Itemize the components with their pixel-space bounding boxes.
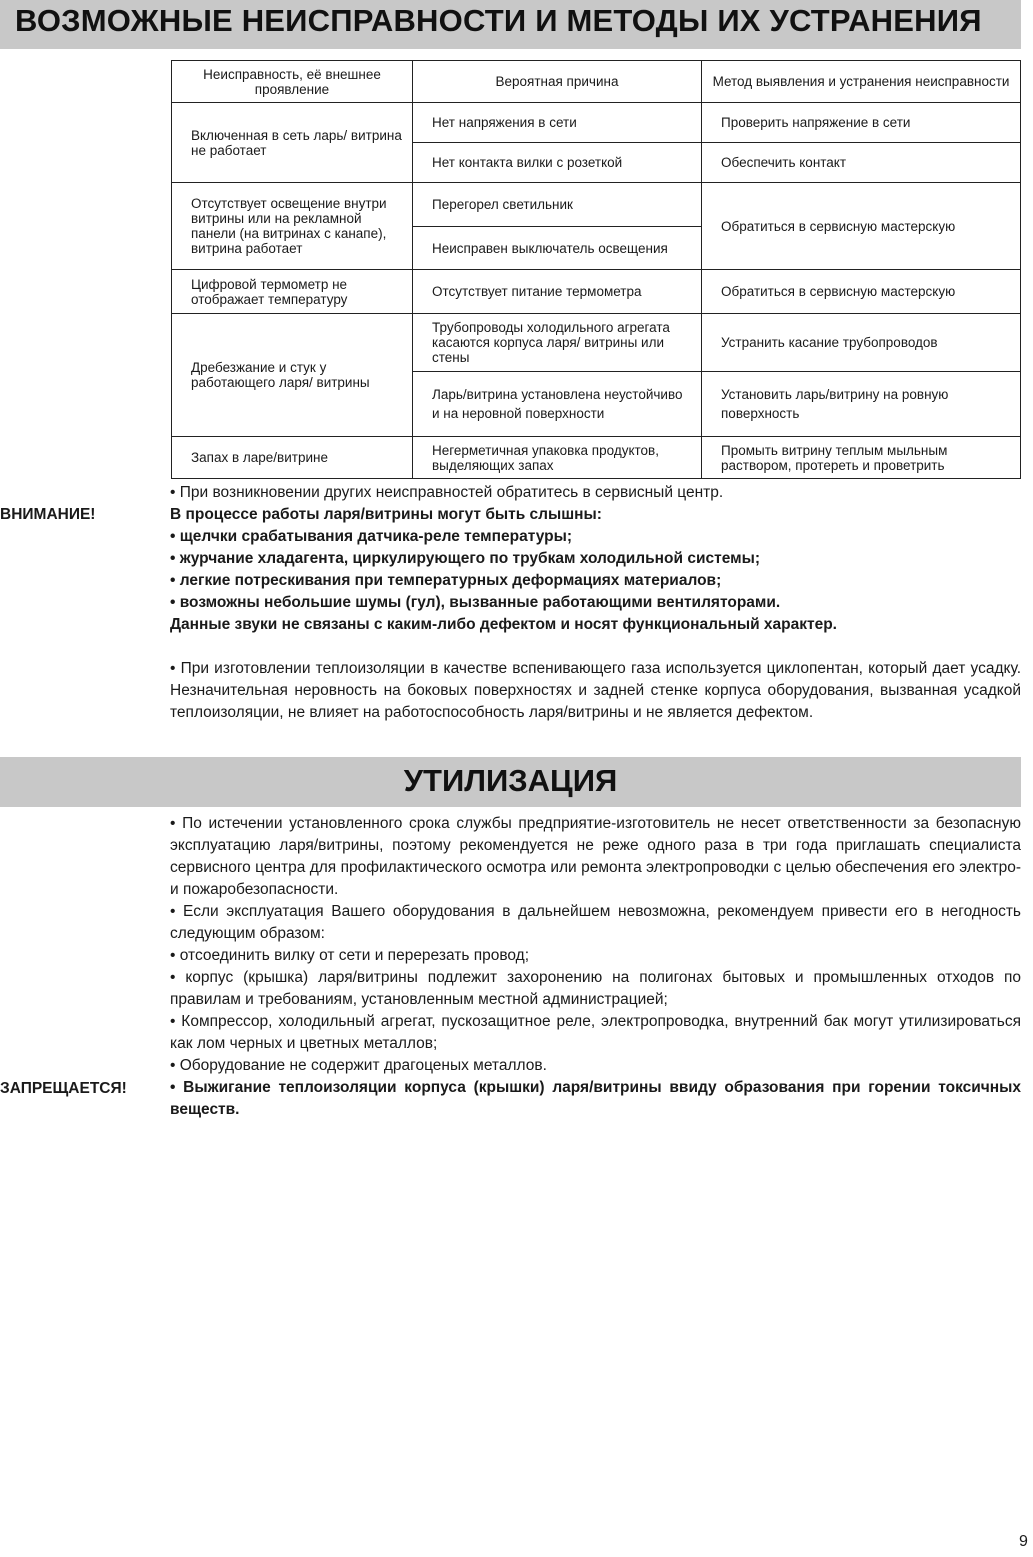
cause-cell: Ларь/витрина установлена неустойчиво и на неровной поверхности bbox=[413, 372, 702, 437]
disposal-paragraph: • Если эксплуатация Вашего оборудования в дальнейшем невозможна, рекомендуем привести его в негодность следующим образом: bbox=[170, 903, 1021, 942]
cause-cell: Перегорел светильник bbox=[413, 183, 702, 227]
table-header-row bbox=[172, 61, 1021, 103]
header-fault: Неисправность, её внешнее проявление bbox=[172, 61, 413, 103]
section-title-bar bbox=[0, 757, 1021, 807]
cause-cell: Нет контакта вилки с розеткой bbox=[413, 143, 702, 183]
cause-cell: Трубопроводы холодильного агрегата касаются корпуса ларя/ витрины или стены bbox=[413, 314, 702, 372]
header-cause: Вероятная причина bbox=[413, 61, 702, 103]
disposal-paragraph: • Компрессор, холодильный агрегат, пускозащитное реле, электропроводка, внутренний бак могут утилизироваться как лом черных и цветных металлов; bbox=[170, 1013, 1021, 1052]
attention-line: • возможны небольшие шумы (гул), вызванные работающими вентиляторами. bbox=[170, 594, 781, 611]
fault-cell: Цифровой термометр не отображает температуру bbox=[172, 270, 413, 314]
method-cell: Устранить касание трубопроводов bbox=[702, 314, 1021, 372]
method-cell: Промыть витрину теплым мыльным раствором, протереть и проветрить bbox=[702, 437, 1021, 479]
attention-line: • щелчки срабатывания датчика-реле температуры; bbox=[170, 528, 572, 545]
section-title-bar bbox=[0, 0, 1021, 49]
insulation-note: • При изготовлении теплоизоляции в качестве вспенивающего газа используется циклопентан, который дает усадку. Незначительная неровность на боковых поверхностях и задней стенке корпуса оборудования, вызванная усадкой теплоизоляции, не влияет на работоспособность ларя/витрины и не является дефектом. bbox=[170, 660, 1021, 721]
fault-cell: Отсутствует освещение внутри витрины или на рекламной панели (на витринах с канапе), витрина работает bbox=[172, 183, 413, 270]
attention-line: Данные звуки не связаны с каким-либо дефектом и носят функциональный характер. bbox=[170, 616, 837, 633]
cause-cell: Негерметичная упаковка продуктов, выделяющих запах bbox=[413, 437, 702, 479]
method-cell: Обратиться в сервисную мастерскую bbox=[702, 270, 1021, 314]
method-cell: Проверить напряжение в сети bbox=[702, 103, 1021, 143]
other-faults-note: • При возникновении других неисправностей обратитесь в сервисный центр. bbox=[170, 484, 724, 501]
table-row bbox=[172, 183, 1021, 227]
header-method: Метод выявления и устранения неисправности bbox=[702, 61, 1021, 103]
page-number: 9 bbox=[1019, 1533, 1028, 1550]
table-row bbox=[172, 437, 1021, 479]
attention-line: В процессе работы ларя/витрины могут быть слышны: bbox=[170, 506, 602, 523]
attention-block bbox=[170, 504, 1021, 636]
cause-cell: Неисправен выключатель освещения bbox=[413, 227, 702, 270]
forbidden-label: ЗАПРЕЩАЕТСЯ! bbox=[0, 1080, 127, 1097]
table-row bbox=[172, 103, 1021, 143]
disposal-paragraph: • Оборудование не содержит драгоценых металлов. bbox=[170, 1057, 547, 1074]
forbidden-text: • Выжигание теплоизоляции корпуса (крышки) ларя/витрины ввиду образования при горении токсичных веществ. bbox=[170, 1079, 1021, 1118]
attention-line: • журчание хладагента, циркулирующего по трубкам холодильной системы; bbox=[170, 550, 760, 567]
method-cell: Обеспечить контакт bbox=[702, 143, 1021, 183]
disposal-paragraph: • отсоединить вилку от сети и перерезать провод; bbox=[170, 947, 530, 964]
fault-cell: Включенная в сеть ларь/ витрина не работает bbox=[172, 103, 413, 183]
attention-line: • легкие потрескивания при температурных деформациях материалов; bbox=[170, 572, 722, 589]
section-title: УТИЛИЗАЦИЯ bbox=[403, 763, 618, 798]
method-cell: Установить ларь/витрину на ровную поверхность bbox=[702, 372, 1021, 437]
table-row bbox=[172, 314, 1021, 372]
disposal-paragraph: • корпус (крышка) ларя/витрины подлежит захоронению на полигонах бытовых и промышленных отходов по правилам и требованиям, установленным местной администрацией; bbox=[170, 969, 1021, 1008]
table-row bbox=[172, 270, 1021, 314]
disposal-paragraph: • По истечении установленного срока службы предприятие-изготовитель не несет ответственности за безопасную эксплуатацию ларя/витрины, поэтому рекомендуется не реже одного раза в три года приглашать специалиста сервисного центра для профилактического осмотра или ремонта электропроводки с целью обеспечения его электро- и пожаробезопасности. bbox=[170, 815, 1021, 898]
cause-cell: Нет напряжения в сети bbox=[413, 103, 702, 143]
troubleshooting-table bbox=[171, 60, 1021, 479]
fault-cell: Дребезжание и стук у работающего ларя/ витрины bbox=[172, 314, 413, 437]
attention-label: ВНИМАНИЕ! bbox=[0, 506, 96, 523]
disposal-block bbox=[170, 813, 1021, 1121]
fault-cell: Запах в ларе/витрине bbox=[172, 437, 413, 479]
section-title: ВОЗМОЖНЫЕ НЕИСПРАВНОСТИ И МЕТОДЫ ИХ УСТРАНЕНИЯ bbox=[15, 3, 982, 38]
method-cell: Обратиться в сервисную мастерскую bbox=[702, 183, 1021, 270]
cause-cell: Отсутствует питание термометра bbox=[413, 270, 702, 314]
